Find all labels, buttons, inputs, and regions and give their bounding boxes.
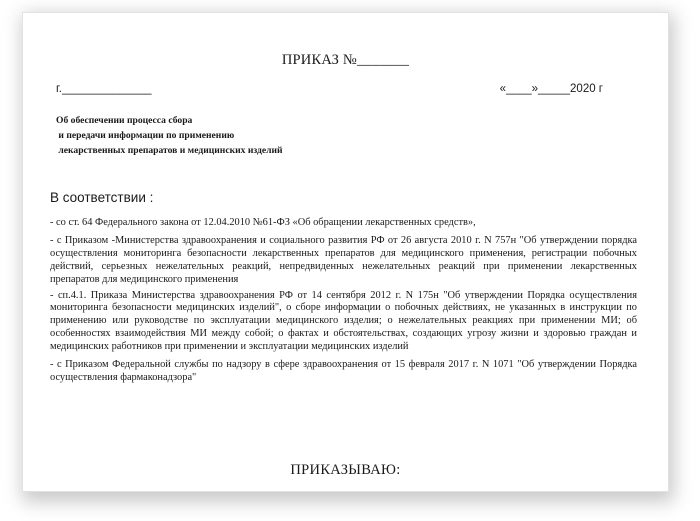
subject-line: Об обеспечении процесса сбора xyxy=(56,115,193,126)
legal-basis-item: - сп.4.1. Приказа Министерства здравоохранения РФ от 14 сентября 2012 г. N 175н "Об утверждении Порядка осуществления мониторинга безопасности медицинских изделий", о сборе информации о побочных действиях, не указанных в инструкции по применению или руководстве по эксплуатации медицинского изделия; о нежелательных реакциях при применении МИ; об особенностях взаимодействия МИ между собой; о фактах и обстоятельствах, создающих угрозу жизни и здоровью граждан и медицинских работников при применении и эксплуатации медицинских изделий xyxy=(50,289,637,353)
subject-line: и передачи информации по применению xyxy=(56,130,235,141)
date-field: «____»_____2020 г xyxy=(499,83,603,95)
document-subject xyxy=(56,113,283,158)
order-heading: ПРИКАЗЫВАЮ: xyxy=(290,462,401,478)
legal-basis-item: - с Приказом -Министерства здравоохранения и социального развития РФ от 26 августа 2010 г. N 757н "Об утверждении порядка осуществления мониторинга безопасности лекарственных препаратов для медицинского применения, регистрации побочных действий, серьезных нежелательных реакций, непредвиденных нежелательных реакций при применении лекарственных препаратов для медицинского применения xyxy=(50,234,637,285)
subject-line: лекарственных препаратов и медицинских изделий xyxy=(56,145,283,156)
document-title: ПРИКАЗ №_______ xyxy=(281,52,410,68)
document-page xyxy=(22,12,669,492)
city-field: г.______________ xyxy=(56,83,152,95)
legal-basis-item: - со ст. 64 Федерального закона от 12.04.2010 №61-ФЗ «Об обращении лекарственных средств», xyxy=(50,217,476,228)
legal-basis-list xyxy=(50,217,637,390)
legal-basis-item: - с Приказом Федеральной службы по надзору в сфере здравоохранения от 15 февраля 2017 г. N 1071 "Об утверждении Порядка осуществления фармаконадзора" xyxy=(50,359,637,383)
accordance-heading: В соответствии : xyxy=(50,190,154,205)
